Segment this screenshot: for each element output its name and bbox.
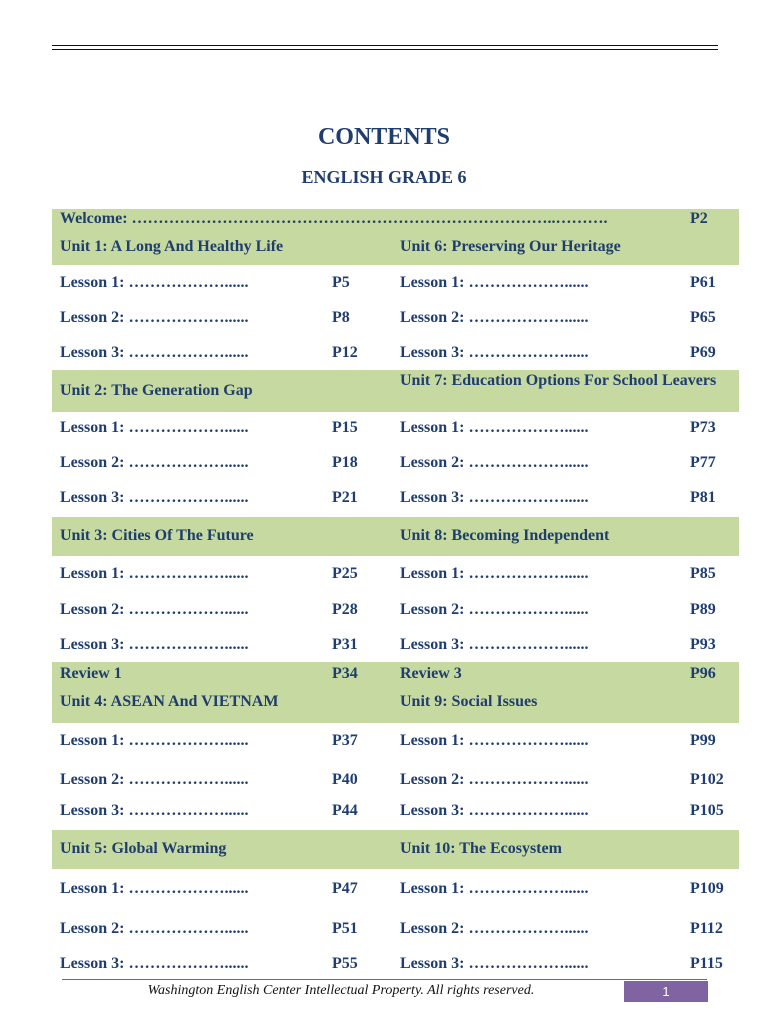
lesson-row bbox=[52, 723, 739, 760]
lesson-page-right: P81 bbox=[690, 489, 716, 506]
unit-title-right: Unit 10: The Ecosystem bbox=[400, 840, 562, 857]
lesson-page-left: P37 bbox=[332, 732, 358, 749]
lesson-page-left: P8 bbox=[332, 309, 350, 326]
review-1-label: Review 1 bbox=[60, 665, 122, 682]
unit-row bbox=[52, 370, 739, 412]
lesson-row bbox=[52, 909, 739, 944]
lesson-row bbox=[52, 944, 739, 979]
page-title: CONTENTS bbox=[317, 124, 451, 150]
lesson-label-left: Lesson 2: ………………...... bbox=[60, 771, 249, 788]
unit-title-left: Unit 1: A Long And Healthy Life bbox=[60, 238, 284, 255]
unit-row bbox=[52, 690, 739, 723]
footer-rule bbox=[62, 979, 707, 980]
lesson-page-left: P44 bbox=[332, 802, 358, 819]
lesson-page-left: P18 bbox=[332, 454, 358, 471]
lesson-label-right: Lesson 2: ………………...... bbox=[400, 920, 589, 937]
lesson-row bbox=[52, 627, 739, 662]
header-rule-top bbox=[52, 45, 718, 46]
lesson-row bbox=[52, 482, 739, 517]
lesson-page-right: P65 bbox=[690, 309, 716, 326]
lesson-label-left: Lesson 2: ………………...... bbox=[60, 309, 249, 326]
lesson-label-left: Lesson 1: ………………...... bbox=[60, 732, 249, 749]
page-subtitle: ENGLISH GRADE 6 bbox=[301, 167, 467, 187]
unit-title-right: Unit 6: Preserving Our Heritage bbox=[400, 238, 621, 255]
lesson-page-left: P47 bbox=[332, 880, 358, 897]
lesson-page-right: P109 bbox=[690, 880, 724, 897]
lesson-label-right: Lesson 2: ………………...... bbox=[400, 771, 589, 788]
lesson-label-right: Lesson 3: ………………...... bbox=[400, 636, 589, 653]
lesson-label-left: Lesson 3: ………………...... bbox=[60, 489, 249, 506]
lesson-page-right: P102 bbox=[690, 771, 724, 788]
lesson-label-left: Lesson 1: ………………...... bbox=[60, 880, 249, 897]
unit-row bbox=[52, 830, 739, 869]
lesson-label-left: Lesson 3: ………………...... bbox=[60, 344, 249, 361]
lesson-page-left: P31 bbox=[332, 636, 358, 653]
unit-title-left: Unit 5: Global Warming bbox=[60, 840, 227, 857]
lesson-label-right: Lesson 3: ………………...... bbox=[400, 955, 589, 972]
lesson-page-right: P77 bbox=[690, 454, 716, 471]
lesson-row bbox=[52, 300, 739, 335]
footer-copyright: Washington English Center Intellectual Property. All rights reserved. bbox=[147, 983, 535, 998]
lesson-row bbox=[52, 592, 739, 627]
lesson-label-right: Lesson 2: ………………...... bbox=[400, 454, 589, 471]
lesson-page-left: P5 bbox=[332, 274, 350, 291]
lesson-label-right: Lesson 1: ………………...... bbox=[400, 732, 589, 749]
lesson-label-left: Lesson 1: ………………...... bbox=[60, 274, 249, 291]
lesson-row bbox=[52, 760, 739, 795]
lesson-page-left: P21 bbox=[332, 489, 358, 506]
unit-row bbox=[52, 517, 739, 556]
lesson-label-right: Lesson 3: ………………...... bbox=[400, 802, 589, 819]
lesson-page-left: P28 bbox=[332, 601, 358, 618]
lesson-row bbox=[52, 335, 739, 370]
lesson-label-left: Lesson 2: ………………...... bbox=[60, 454, 249, 471]
lesson-page-right: P73 bbox=[690, 419, 716, 436]
lesson-page-right: P89 bbox=[690, 601, 716, 618]
lesson-page-right: P61 bbox=[690, 274, 716, 291]
lesson-page-left: P40 bbox=[332, 771, 358, 788]
lesson-page-left: P51 bbox=[332, 920, 358, 937]
contents-table bbox=[52, 209, 739, 979]
lesson-page-right: P115 bbox=[690, 955, 723, 972]
unit-title-left: Unit 4: ASEAN And VIETNAM bbox=[60, 693, 279, 710]
lesson-label-right: Lesson 3: ………………...... bbox=[400, 489, 589, 506]
review-1-page: P34 bbox=[332, 665, 358, 682]
lesson-row bbox=[52, 869, 739, 909]
unit-title-right: Unit 9: Social Issues bbox=[400, 693, 538, 710]
lesson-label-left: Lesson 2: ………………...... bbox=[60, 920, 249, 937]
lesson-page-right: P85 bbox=[690, 565, 716, 582]
welcome-label: Welcome: ……………………………………………………………………..………. bbox=[60, 210, 608, 227]
review-3-label: Review 3 bbox=[400, 665, 462, 682]
lesson-page-right: P99 bbox=[690, 732, 716, 749]
lesson-label-left: Lesson 1: ………………...... bbox=[60, 419, 249, 436]
lesson-page-right: P93 bbox=[690, 636, 716, 653]
lesson-label-right: Lesson 3: ………………...... bbox=[400, 344, 589, 361]
lesson-label-right: Lesson 1: ………………...... bbox=[400, 274, 589, 291]
unit-row bbox=[52, 237, 739, 265]
page-number-badge: 1 bbox=[624, 981, 708, 1002]
lesson-label-right: Lesson 1: ………………...... bbox=[400, 880, 589, 897]
welcome-row bbox=[52, 209, 739, 237]
unit-title-left: Unit 3: Cities Of The Future bbox=[60, 527, 254, 544]
lesson-label-right: Lesson 1: ………………...... bbox=[400, 419, 589, 436]
lesson-row bbox=[52, 265, 739, 300]
lesson-label-left: Lesson 3: ………………...... bbox=[60, 955, 249, 972]
lesson-page-right: P105 bbox=[690, 802, 724, 819]
lesson-label-left: Lesson 3: ………………...... bbox=[60, 636, 249, 653]
lesson-label-right: Lesson 2: ………………...... bbox=[400, 601, 589, 618]
lesson-row bbox=[52, 447, 739, 482]
unit-title-left: Unit 2: The Generation Gap bbox=[60, 382, 253, 399]
lesson-page-left: P12 bbox=[332, 344, 358, 361]
lesson-page-left: P15 bbox=[332, 419, 358, 436]
lesson-label-left: Lesson 2: ………………...... bbox=[60, 601, 249, 618]
lesson-row bbox=[52, 556, 739, 592]
unit-title-right: Unit 8: Becoming Independent bbox=[400, 527, 610, 544]
lesson-page-left: P55 bbox=[332, 955, 358, 972]
lesson-page-right: P69 bbox=[690, 344, 716, 361]
lesson-label-left: Lesson 1: ………………...... bbox=[60, 565, 249, 582]
unit-title-right: Unit 7: Education Options For School Leavers bbox=[400, 372, 717, 389]
lesson-label-right: Lesson 1: ………………...... bbox=[400, 565, 589, 582]
lesson-label-right: Lesson 2: ………………...... bbox=[400, 309, 589, 326]
welcome-page: P2 bbox=[690, 210, 708, 227]
review-3-page: P96 bbox=[690, 665, 716, 682]
header-rule-bottom bbox=[52, 49, 718, 50]
lesson-page-left: P25 bbox=[332, 565, 358, 582]
lesson-page-right: P112 bbox=[690, 920, 723, 937]
lesson-row bbox=[52, 795, 739, 830]
lesson-row bbox=[52, 412, 739, 447]
review-row bbox=[52, 662, 739, 690]
lesson-label-left: Lesson 3: ………………...... bbox=[60, 802, 249, 819]
